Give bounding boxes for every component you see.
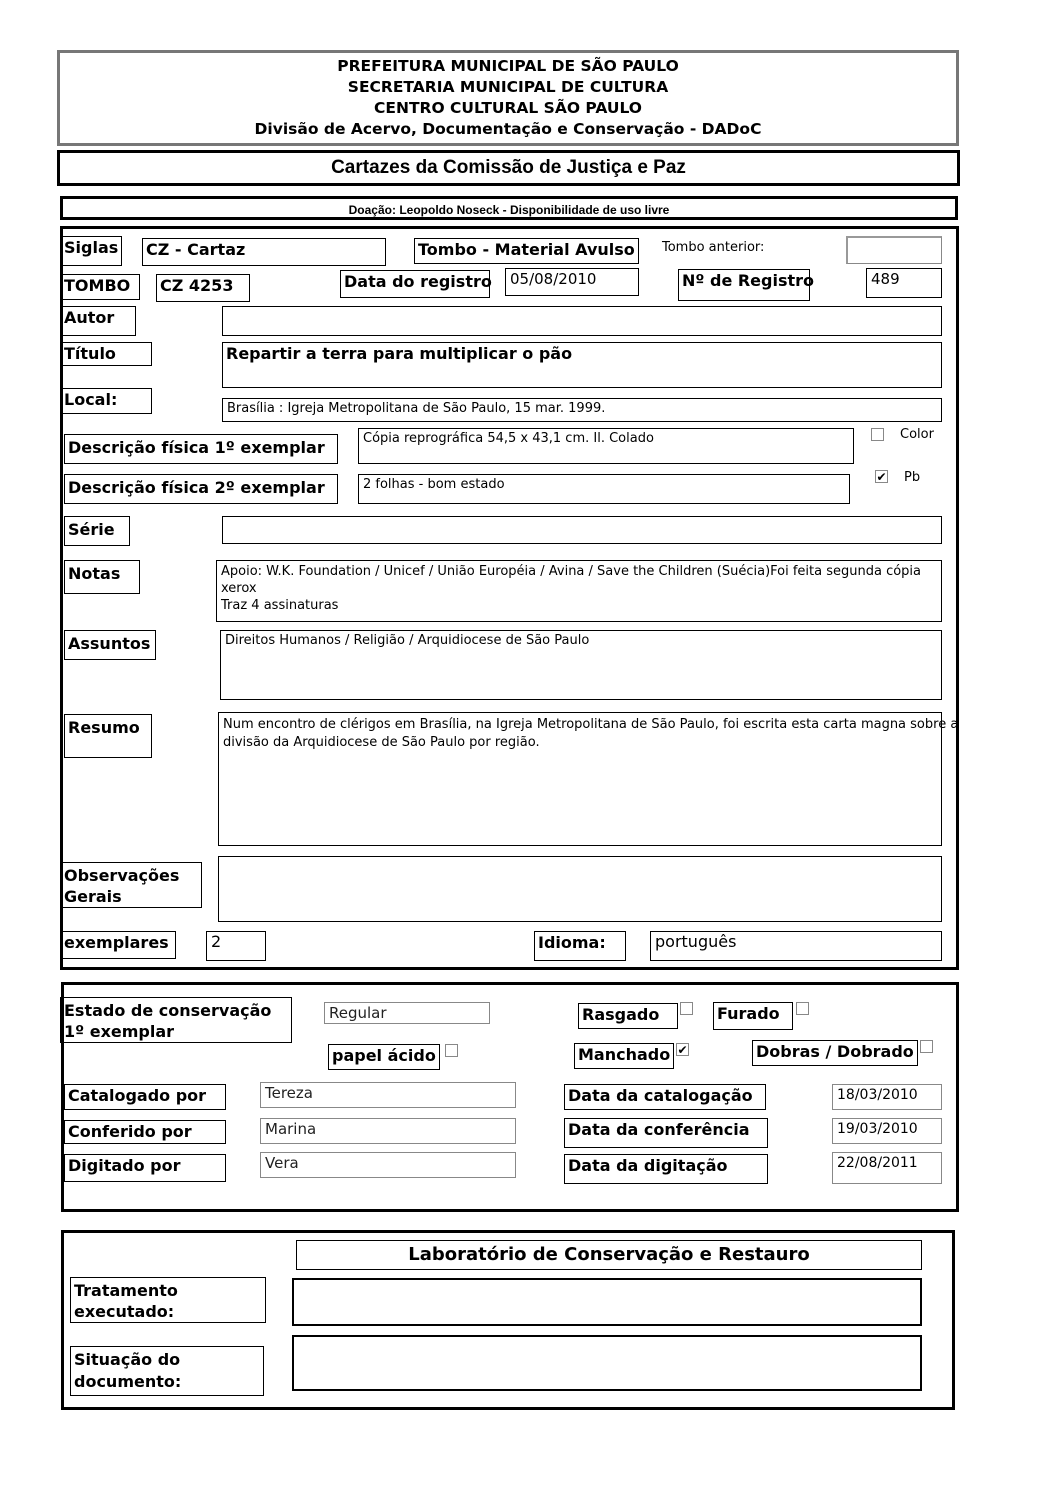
- color-checkbox[interactable]: [871, 428, 884, 441]
- idioma-field[interactable]: português: [650, 931, 942, 961]
- obs-label: [60, 862, 202, 908]
- header-line-3: CENTRO CULTURAL SÃO PAULO: [374, 99, 642, 117]
- resumo-field[interactable]: [218, 712, 959, 846]
- situacao-label: [70, 1346, 264, 1396]
- estado-label: [60, 997, 292, 1043]
- autor-label: Autor: [60, 306, 136, 336]
- lab-title: Laboratório de Conservação e Restauro: [408, 1244, 810, 1265]
- autor-field[interactable]: [222, 306, 942, 336]
- furado-checkbox[interactable]: [796, 1002, 809, 1015]
- tombo-material-label: Tombo - Material Avulso: [414, 238, 639, 264]
- desc1-field[interactable]: Cópia reprográfica 54,5 x 43,1 cm. Il. Colado: [358, 428, 854, 464]
- notas-field[interactable]: [216, 560, 942, 622]
- titulo-label: Título: [60, 342, 152, 366]
- siglas-field[interactable]: CZ - Cartaz: [142, 238, 386, 266]
- data-registro-label: Data do registro: [340, 270, 490, 298]
- notas-line-1: Apoio: W.K. Foundation / Unicef / União Européia / Avina / Save the Children (Suécia)Foi feita segunda cópia: [221, 564, 922, 579]
- titulo-field[interactable]: Repartir a terra para multiplicar o pão: [222, 342, 942, 388]
- situacao-label-line-2: documento:: [74, 1372, 182, 1391]
- donation-text: Doação: Leopoldo Noseck - Disponibilidade de uso livre: [348, 203, 670, 217]
- tratamento-label: [70, 1277, 266, 1323]
- header-line-2: SECRETARIA MUNICIPAL DE CULTURA: [347, 78, 669, 96]
- notas-line-3: Traz 4 assinaturas: [221, 598, 339, 613]
- color-label: Color: [900, 427, 934, 442]
- collection-title: Cartazes da Comissão de Justiça e Paz: [331, 157, 686, 178]
- collection-title-box: [57, 150, 960, 186]
- situacao-label-line-1: Situação do: [74, 1350, 181, 1369]
- estado-label-line-1: Estado de conservação: [64, 1001, 272, 1020]
- catalogado-label: Catalogado por: [64, 1084, 226, 1110]
- notas-line-2: xerox: [221, 581, 257, 596]
- manchado-checkbox[interactable]: ✔: [677, 1043, 688, 1057]
- data-catalogacao-field[interactable]: 18/03/2010: [832, 1084, 942, 1110]
- header-line-4: Divisão de Acervo, Documentação e Conservação - DADoC: [254, 120, 762, 138]
- rasgado-label: Rasgado: [578, 1003, 678, 1029]
- obs-label-line-2: Gerais: [64, 887, 122, 906]
- desc2-label: Descrição física 2º exemplar: [64, 474, 338, 504]
- tratamento-label-line-2: executado:: [74, 1302, 175, 1321]
- tombo-field[interactable]: CZ 4253: [156, 274, 250, 302]
- num-registro-field[interactable]: 489: [866, 268, 942, 298]
- institution-header: [57, 50, 959, 146]
- assuntos-label: Assuntos: [64, 630, 156, 660]
- data-digitacao-label: Data da digitação: [564, 1154, 768, 1184]
- tombo-label: TOMBO: [60, 274, 140, 300]
- digitado-label: Digitado por: [64, 1154, 226, 1182]
- papel-acido-label: papel ácido: [328, 1044, 440, 1070]
- resumo-line-1: Num encontro de clérigos em Brasília, na Igreja Metropolitana de São Paulo, foi escrita esta carta magna sobre a: [223, 717, 959, 732]
- notas-label: Notas: [64, 560, 140, 594]
- conferido-label: Conferido por: [64, 1120, 226, 1144]
- pb-checkbox[interactable]: ✔: [876, 470, 887, 484]
- siglas-label: Siglas: [60, 236, 122, 266]
- desc1-label: Descrição física 1º exemplar: [64, 434, 338, 464]
- serie-label: Série: [64, 516, 130, 546]
- local-field[interactable]: Brasília : Igreja Metropolitana de São Paulo, 15 mar. 1999.: [222, 398, 942, 422]
- data-conferencia-label: Data da conferência: [564, 1118, 768, 1148]
- tratamento-field[interactable]: [292, 1278, 922, 1326]
- estado-field[interactable]: Regular: [324, 1002, 490, 1024]
- conferido-field[interactable]: Marina: [260, 1118, 516, 1144]
- data-catalogacao-label: Data da catalogação: [564, 1084, 766, 1110]
- resumo-line-2: divisão da Arquidiocese de São Paulo por região.: [223, 735, 540, 750]
- num-registro-label: Nº de Registro: [678, 269, 810, 301]
- idioma-label: Idioma:: [534, 931, 626, 961]
- tratamento-label-line-1: Tratamento: [74, 1281, 178, 1300]
- situacao-field[interactable]: [292, 1335, 922, 1391]
- manchado-label: Manchado: [574, 1043, 674, 1069]
- obs-label-line-1: Observações: [64, 866, 180, 885]
- dobras-checkbox[interactable]: [920, 1040, 933, 1053]
- desc2-field[interactable]: 2 folhas - bom estado: [358, 474, 850, 504]
- data-digitacao-field[interactable]: 22/08/2011: [832, 1152, 942, 1184]
- papel-acido-checkbox[interactable]: [445, 1044, 458, 1057]
- exemplares-field[interactable]: 2: [206, 931, 266, 961]
- estado-label-line-2: 1º exemplar: [64, 1022, 175, 1041]
- pb-label: Pb: [904, 470, 921, 485]
- lab-title-box: [296, 1240, 922, 1270]
- data-conferencia-field[interactable]: 19/03/2010: [832, 1118, 942, 1144]
- local-label: Local:: [60, 388, 152, 414]
- donation-box: [60, 196, 958, 220]
- header-line-1: PREFEITURA MUNICIPAL DE SÃO PAULO: [337, 57, 679, 75]
- exemplares-label: exemplares: [60, 931, 176, 959]
- serie-field[interactable]: [222, 516, 942, 544]
- resumo-label: Resumo: [64, 714, 152, 758]
- tombo-anterior-field[interactable]: [846, 236, 942, 264]
- assuntos-field[interactable]: Direitos Humanos / Religião / Arquidiocese de São Paulo: [220, 630, 942, 700]
- furado-label: Furado: [713, 1002, 793, 1030]
- rasgado-checkbox[interactable]: [680, 1002, 693, 1015]
- tombo-anterior-label: Tombo anterior:: [662, 240, 765, 255]
- digitado-field[interactable]: Vera: [260, 1152, 516, 1178]
- data-registro-field[interactable]: 05/08/2010: [505, 268, 639, 296]
- dobras-label: Dobras / Dobrado: [752, 1040, 918, 1066]
- catalogado-field[interactable]: Tereza: [260, 1082, 516, 1108]
- obs-field[interactable]: [218, 856, 942, 922]
